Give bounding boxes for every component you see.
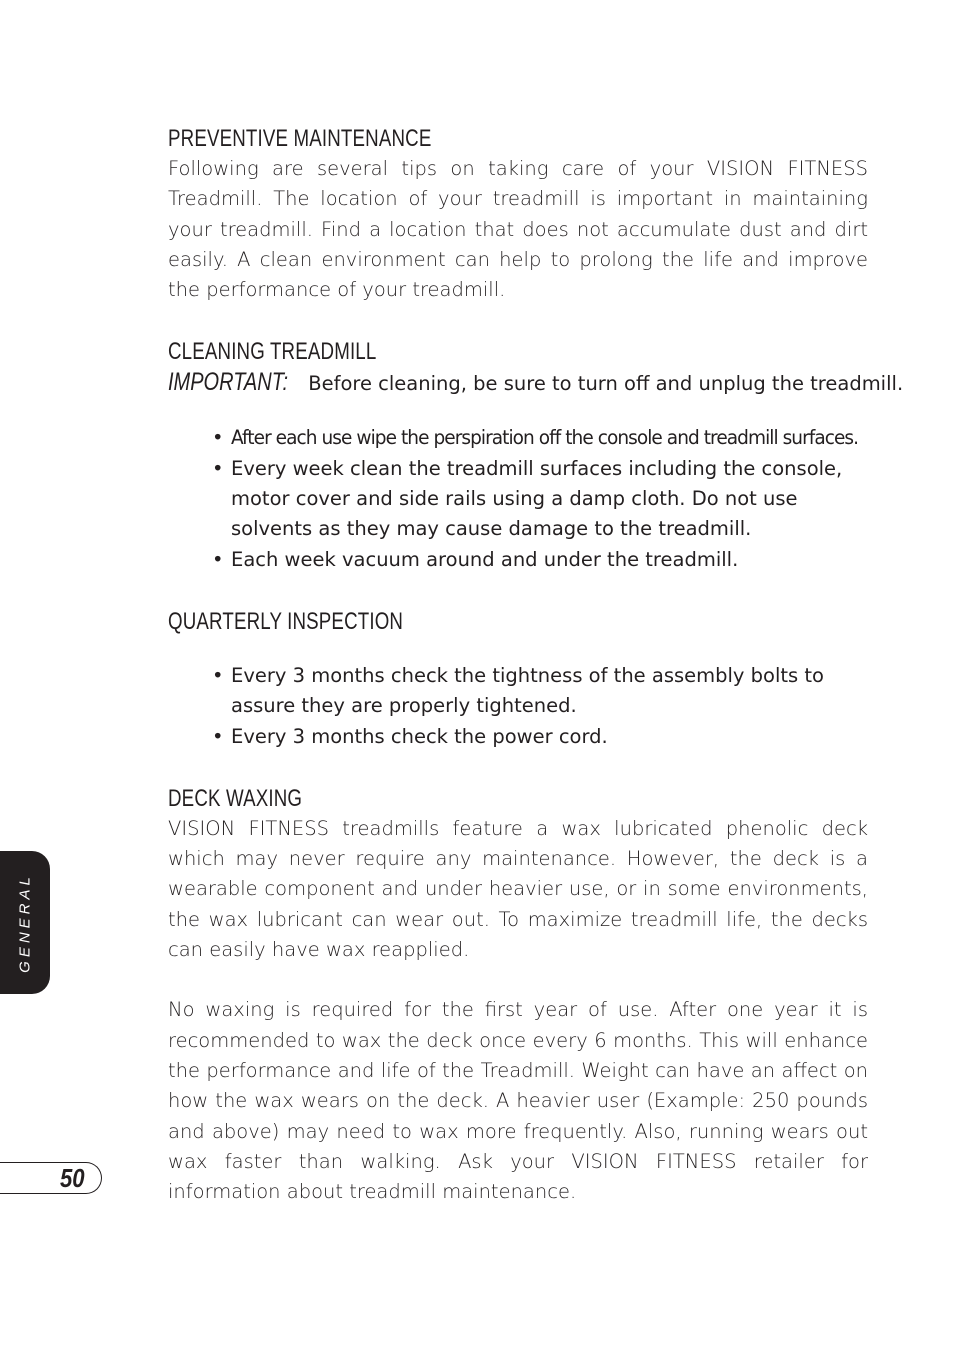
preventive-maintenance-heading: PREVENTIVE MAINTENANCE [168,125,432,152]
quarterly-list [168,661,868,752]
important-text: Before cleaning, be sure to turn off and unplug the treadmill. [302,372,904,396]
important-label: IMPORTANT: [168,368,288,397]
bullet-icon: • [212,724,224,748]
side-tab-label: GENERAL [16,873,34,973]
bullet-icon: • [212,426,223,450]
deck-waxing-heading: DECK WAXING [168,784,303,812]
page-number-frame [0,1162,102,1194]
list-item: • Every 3 months check the tightness of the assembly bolts to assure they are properly tightened. [212,661,868,722]
page-number: 50 [60,1163,85,1193]
deck-waxing-paragraph-1: VISION FITNESS treadmills feature a wax lubricated phenolic deck which may never require any maintenance. However, the deck is a wearable component and under heavier use, or in some environments, the wax lubricant can wear out. To maximize treadmill life, the decks can easily have wax reapplied. [168,816,868,962]
cleaning-treadmill-heading: CLEANING TREADMILL [168,338,377,366]
section-side-tab [0,851,50,994]
quarterly-inspection-heading: QUARTERLY INSPECTION [168,607,404,635]
list-item: • After each use wipe the perspiration off the console and treadmill surfaces. [212,423,868,453]
preventive-maintenance-text: Following are several tips on taking care of your VISION FITNESS Treadmill. The location of your treadmill is important in maintaining your treadmill. Find a location that does not accumulate dust and dirt easily. A clean environment can help to prolong the life and improve the performance of your treadmill. [168,157,868,302]
bullet-icon: • [212,456,224,480]
important-note [168,367,904,399]
list-item: • Each week vacuum around and under the treadmill. [212,545,868,575]
bullet-icon: • [212,663,224,687]
list-item: • Every 3 months check the power cord. [212,722,868,752]
deck-waxing-paragraph-2: No waxing is required for the first year of use. After one year it is recommended to wax the deck once every 6 months. This will enhance the performance and life of the Treadmill. Weight can have an affect on how the wax wears on the deck. A heavier user (Example: 250 pounds and above) may need to wax more frequently. Also, running wears out wax faster than walking. Ask your VISION FITNESS retailer for information about treadmill maintenance. [168,998,868,1204]
bullet-icon: • [212,547,224,571]
cleaning-list [168,423,868,574]
list-item: • Every week clean the treadmill surfaces including the console, motor cover and side rails using a damp cloth. Do not use solvents as they may cause damage to the treadmill. [212,454,868,545]
page-content [168,124,904,1207]
